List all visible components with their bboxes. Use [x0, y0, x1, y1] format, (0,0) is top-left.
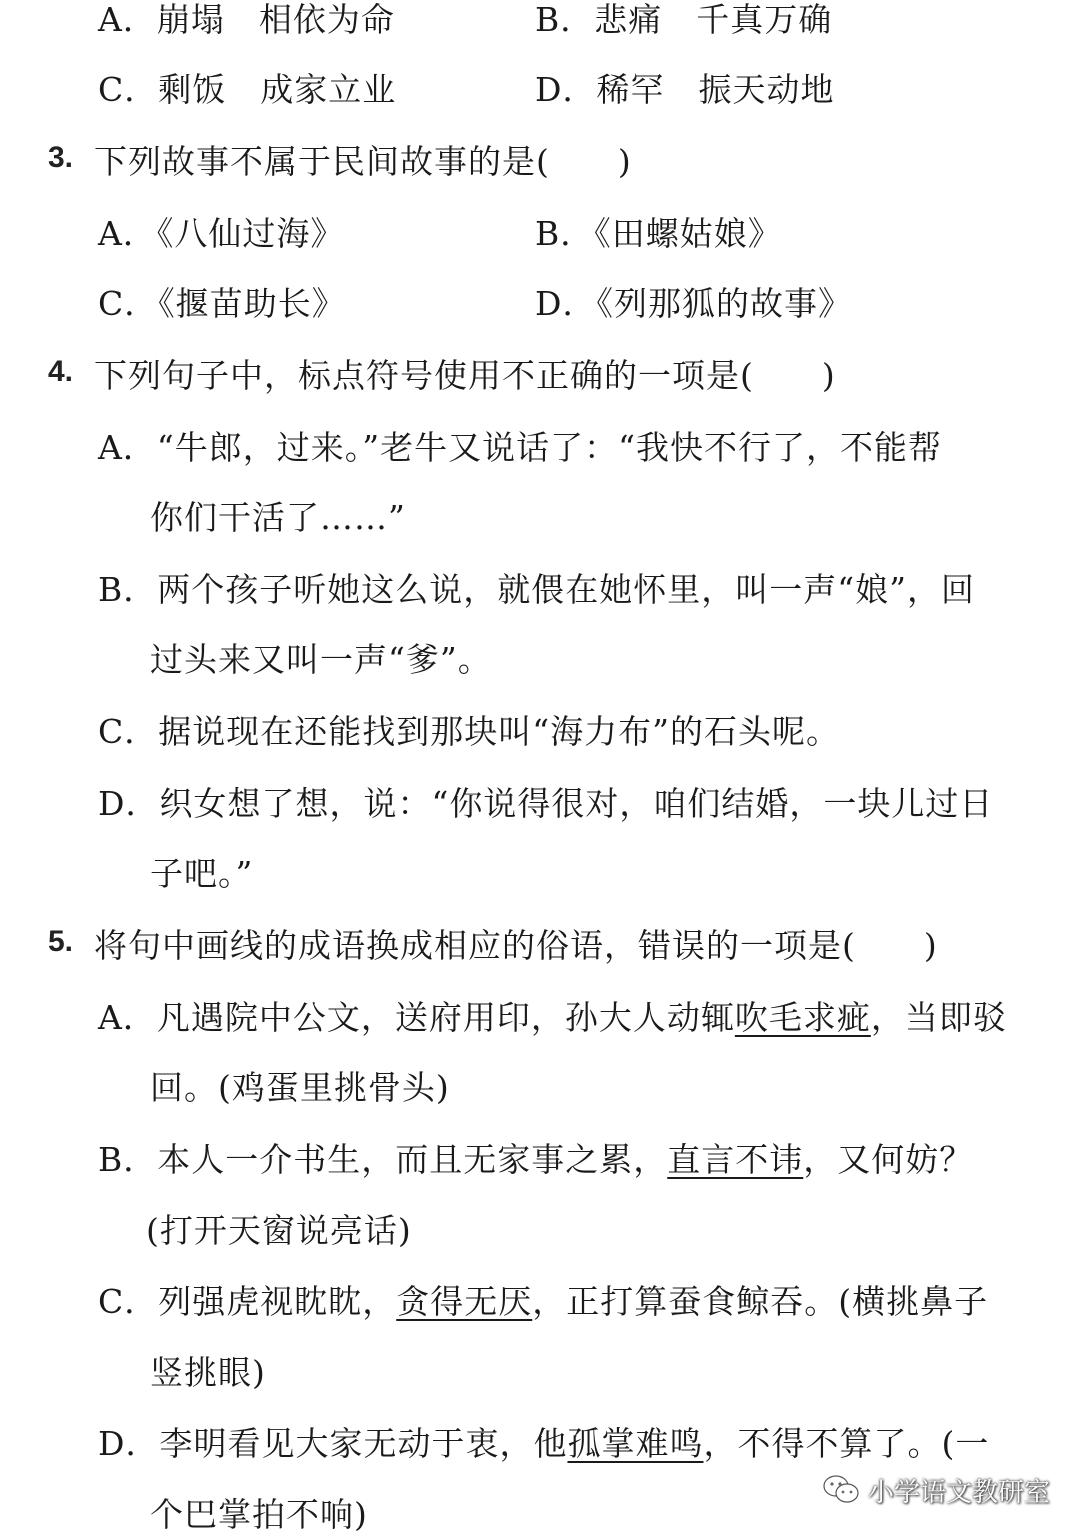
- q4-option-b-line1: B．两个孩子听她这么说，就偎在她怀里，叫一声“娘”，回: [98, 570, 975, 609]
- q2-option-a: A．崩塌 相依为命: [98, 0, 395, 39]
- q2-option-d: D．稀罕 振天动地: [535, 70, 835, 109]
- q4-number: 4.: [48, 355, 74, 388]
- q5-option-c-text: C．列强虎视眈眈，: [98, 1282, 397, 1321]
- q5-option-c-line2: 竖挑眼): [150, 1353, 266, 1392]
- q3-option-c: C．《揠苗助长》: [98, 284, 346, 323]
- q3-option-d: D．《列那狐的故事》: [535, 284, 852, 323]
- q4-option-a-line1: A．“牛郎，过来。”老牛又说话了：“我快不行了，不能帮: [98, 428, 942, 467]
- q5-option-a-underlined-idiom: 吹毛求疵: [734, 998, 871, 1037]
- q5-option-d-text: D．李明看见大家无动于衷，他: [98, 1424, 568, 1463]
- q2-option-c: C．剩饭 成家立业: [98, 70, 397, 109]
- q5-option-a-text-end: ，当即驳: [870, 998, 1007, 1037]
- watermark: [822, 1468, 1050, 1512]
- q4-option-d-line2: 子吧。”: [150, 854, 254, 893]
- q5-option-b-underlined-idiom: 直言不讳: [667, 1140, 804, 1179]
- q5-number: 5.: [48, 925, 74, 958]
- q5-option-a-line2: 回。(鸡蛋里挑骨头): [150, 1068, 450, 1107]
- q4-option-c: C．据说现在还能找到那块叫“海力布”的石头呢。: [98, 712, 840, 751]
- q5-option-d-underlined-idiom: 孤掌难鸣: [567, 1424, 704, 1463]
- q3-option-a: A．《八仙过海》: [98, 214, 345, 253]
- q5-option-c-underlined-idiom: 贪得无厌: [396, 1282, 533, 1321]
- q3-stem: 下列故事不属于民间故事的是( ): [94, 142, 632, 181]
- q4-stem: 下列句子中，标点符号使用不正确的一项是( ): [94, 356, 836, 395]
- q2-option-b: B．悲痛 千真万确: [535, 0, 833, 39]
- q5-option-b-line1: [98, 1140, 973, 1180]
- q5-option-d-line1: [98, 1424, 989, 1464]
- q5-option-d-text-end: ，不得不算了。(一: [703, 1424, 990, 1463]
- q5-option-c-text-end: ，正打算蚕食鲸吞。(横挑鼻子: [532, 1282, 989, 1321]
- q5-option-a-line1: [98, 998, 1007, 1038]
- q4-option-a-line2: 你们干活了……”: [150, 498, 406, 537]
- q4-option-d-line1: D．织女想了想，说：“你说得很对，咱们结婚，一块儿过日: [98, 784, 994, 823]
- q5-stem: 将句中画线的成语换成相应的俗语，错误的一项是( ): [94, 926, 938, 965]
- q5-option-d-line2: 个巴掌拍不响): [150, 1495, 368, 1534]
- q5-option-b-line2: (打开天窗说亮话): [146, 1211, 412, 1250]
- q3-number: 3.: [48, 141, 74, 174]
- q5-option-c-line1: [98, 1282, 988, 1322]
- wechat-icon: [822, 1474, 860, 1506]
- q3-option-b: B．《田螺姑娘》: [535, 214, 782, 253]
- q5-option-b-text-end: ，又何妨？: [803, 1140, 974, 1179]
- q4-option-b-line2: 过头来又叫一声“爹”。: [150, 640, 492, 679]
- q5-option-a-text: A．凡遇院中公文，送府用印，孙大人动辄: [98, 998, 735, 1037]
- q5-option-b-text: B．本人一介书生，而且无家事之累，: [98, 1140, 668, 1179]
- watermark-text: 小学语文教研室: [868, 1477, 1051, 1508]
